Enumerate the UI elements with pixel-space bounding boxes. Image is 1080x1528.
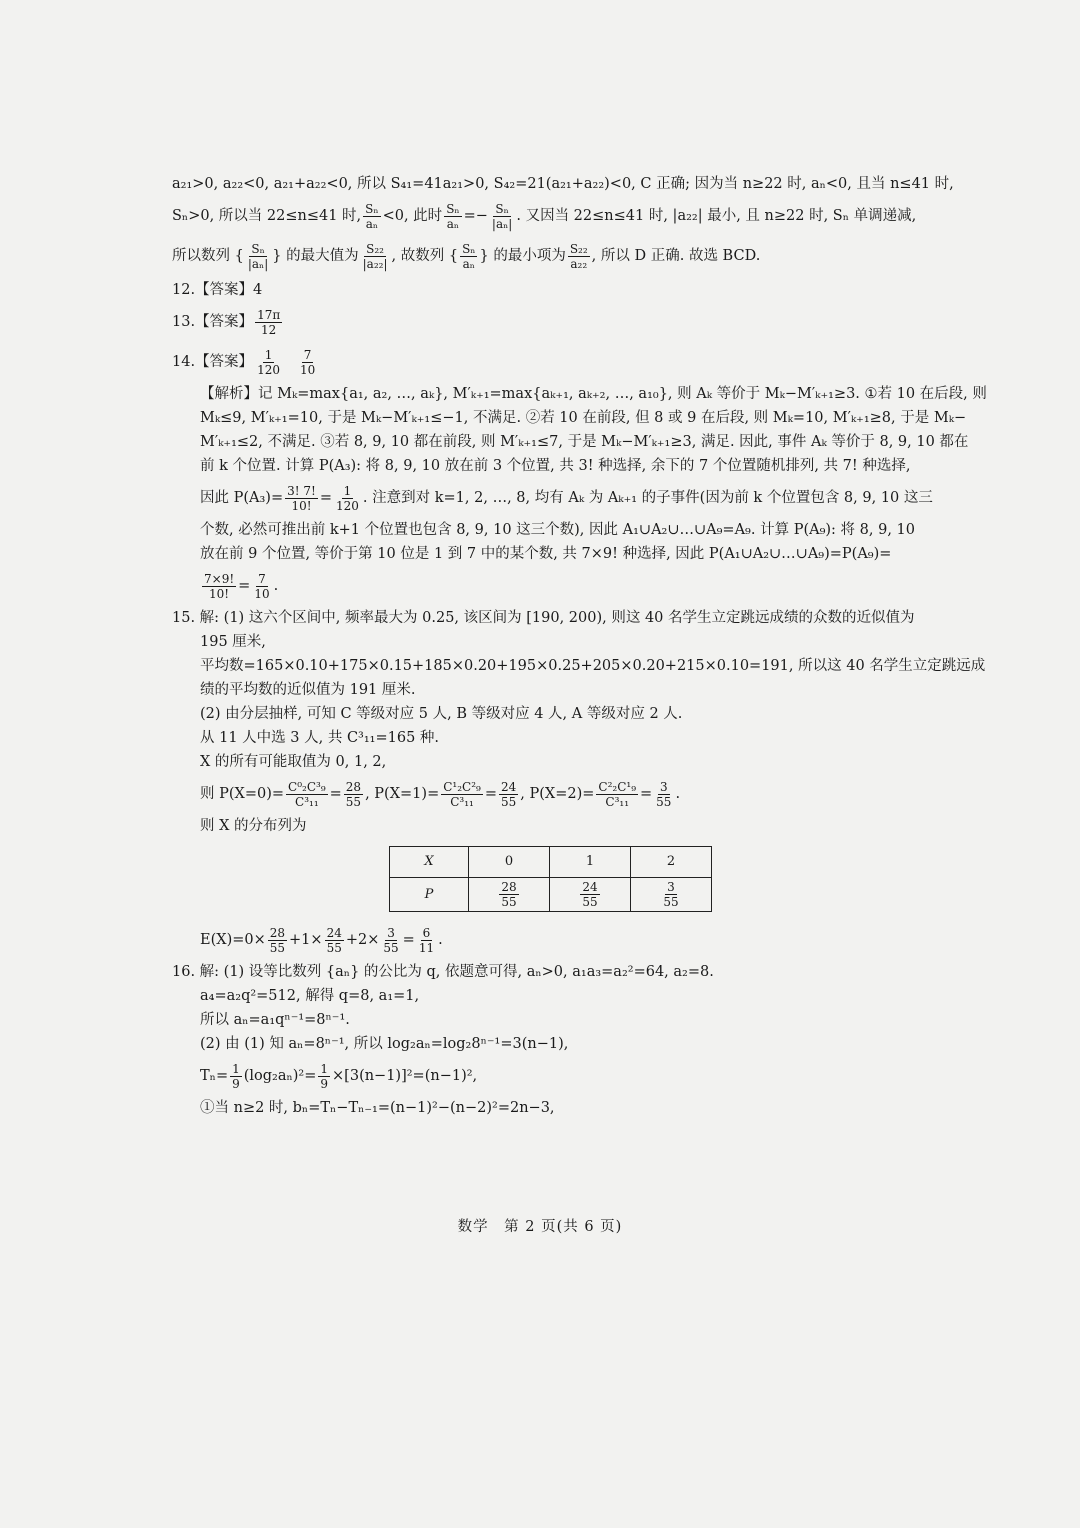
- text-span: =: [484, 786, 497, 802]
- fraction: [255, 308, 282, 337]
- text-line: 个数, 必然可推出前 k+1 个位置也包含 8, 9, 10 这三个数), 因此 A₁∪A₂∪…∪A₉=A₉. 计算 P(A₉): 将 8, 9, 10: [200, 522, 915, 538]
- numerator: 1: [264, 347, 273, 362]
- fraction: [286, 780, 328, 809]
- denominator: a₂₂: [570, 256, 588, 271]
- fraction: [255, 348, 282, 377]
- numerator: 28: [269, 925, 286, 940]
- distribution-table: [389, 846, 712, 912]
- table-cell: [550, 878, 631, 912]
- numerator: 1: [232, 1061, 240, 1076]
- fraction: [654, 780, 673, 809]
- numerator: 1: [343, 483, 352, 498]
- fraction: [268, 926, 287, 955]
- denominator: C³₁₁: [295, 794, 319, 809]
- answer-13: [172, 302, 907, 342]
- denominator: 120: [336, 498, 359, 513]
- denominator: |a₂₂|: [362, 256, 388, 271]
- fraction: [499, 880, 518, 909]
- text-line: 【解析】记 Mₖ=max{a₁, a₂, …, aₖ}, M′ₖ₊₁=max{aₖ₊₁, aₖ₊₂, …, a₁₀}, 则 Aₖ 等价于 Mₖ−M′ₖ₊₁≥3. ①若 10 在后段, 则: [200, 386, 987, 402]
- text-span: 所以数列 {: [172, 248, 244, 264]
- text-span: =: [319, 490, 333, 506]
- numerator: 6: [422, 925, 431, 940]
- numerator: 3! 7!: [287, 483, 316, 498]
- text-line: M′ₖ₊₁≤2, 不满足. ③若 8, 9, 10 都在前段, 则 M′ₖ₊₁≤7, 于是 Mₖ−M′ₖ₊₁≥3, 满足. 因此, 事件 Aₖ 等价于 8, 9, 10 都在: [200, 434, 969, 450]
- text-line: ①当 n≥2 时, bₙ=Tₙ−Tₙ₋₁=(n−1)²−(n−2)²=2n−3,: [200, 1100, 555, 1116]
- text-span: =: [329, 786, 342, 802]
- text-span: =: [402, 932, 415, 948]
- text-line: 则 X 的分布列为: [200, 818, 307, 834]
- denominator: |aₙ|: [247, 256, 269, 271]
- solution-15-title: 15. 解: (1) 这六个区间中, 频率最大为 0.25, 该区间为 [190, 200), 则这 40 名学生立定跳远成绩的众数的近似值为: [172, 610, 915, 626]
- denominator: C³₁₁: [450, 794, 474, 809]
- text-line: 从 11 人中选 3 人, 共 C³₁₁=165 种.: [200, 730, 440, 746]
- text-line: [200, 566, 907, 606]
- text-line: a₄=a₂q²=512, 解得 q=8, a₁=1,: [200, 988, 420, 1004]
- fraction: [441, 780, 483, 809]
- fraction: [230, 1062, 242, 1091]
- denominator: 9: [232, 1076, 240, 1091]
- denominator: 10!: [291, 498, 312, 513]
- fraction: [285, 484, 318, 513]
- denominator: 55: [582, 895, 598, 909]
- numerator: 24: [500, 779, 517, 794]
- fraction: [318, 1062, 330, 1091]
- solution-16: [172, 984, 907, 1120]
- denominator: C³₁₁: [605, 794, 630, 809]
- denominator: 55: [269, 940, 286, 955]
- text-line: 放在前 9 个位置, 等价于第 10 位是 1 到 7 中的某个数, 共 7×9! 种选择, 因此 P(A₁∪A₂∪…∪A₉)=P(A₉)=: [200, 546, 892, 562]
- numerator: 3: [659, 779, 668, 794]
- fraction: [417, 926, 436, 955]
- fraction: [361, 242, 390, 271]
- denominator: 55: [326, 940, 342, 955]
- denominator: 120: [257, 362, 280, 377]
- table-cell: [631, 878, 712, 912]
- numerator: 28: [345, 779, 362, 794]
- text-span: ×[3(n−1)]²=(n−1)²,: [332, 1068, 478, 1084]
- fraction: [444, 202, 461, 231]
- denominator: 11: [418, 940, 435, 955]
- text-span: (log₂aₙ)²=: [243, 1068, 317, 1084]
- numerator: 3: [667, 880, 675, 894]
- text-line: (2) 由分层抽样, 可知 C 等级对应 5 人, B 等级对应 4 人, A 等级对应 2 人.: [200, 706, 683, 722]
- denominator: 12: [261, 322, 277, 337]
- numerator: S₂₂: [366, 241, 384, 256]
- denominator: 55: [656, 794, 672, 809]
- numerator: 28: [501, 880, 517, 894]
- table-row: [390, 878, 712, 912]
- numerator: 17π: [257, 307, 281, 322]
- text-span: 因此 P(A₃)=: [200, 490, 284, 506]
- fraction: [246, 242, 270, 271]
- numerator: S₂₂: [569, 241, 588, 256]
- text-span: .: [675, 786, 681, 802]
- fraction: [363, 202, 380, 231]
- numerator: 24: [326, 925, 342, 940]
- text-span: . 又因当 22≤n≤41 时, |a₂₂| 最小, 且 n≥22 时, Sₙ 单调递减,: [516, 208, 917, 224]
- page-content: [172, 172, 987, 1120]
- numerator: Sₙ: [462, 241, 476, 256]
- numerator: 7×9!: [204, 571, 235, 586]
- numerator: Sₙ: [495, 201, 509, 216]
- table-row-label: P: [390, 878, 469, 912]
- table-row: [390, 847, 712, 878]
- text-span: Sₙ>0, 所以当 22≤n≤41 时,: [172, 208, 362, 224]
- text-span: , P(X=2)=: [520, 786, 595, 802]
- fraction: [252, 572, 271, 601]
- text-line: [200, 1056, 907, 1096]
- text-span: =: [238, 578, 251, 594]
- numerator: C¹₂C²₉: [443, 779, 481, 794]
- text-line: 前 k 个位置. 计算 P(A₃): 将 8, 9, 10 放在前 3 个位置, 共 3! 种选择, 余下的 7 个位置随机排列, 共 7! 种选择,: [200, 458, 911, 474]
- text-line: [172, 236, 907, 276]
- denominator: 55: [383, 940, 399, 955]
- denominator: 10: [254, 586, 270, 601]
- text-span: } 的最大值为: [272, 248, 359, 264]
- fraction: [596, 780, 638, 809]
- fraction: [580, 880, 599, 909]
- answer-14: [172, 342, 907, 382]
- text-line: [172, 196, 917, 236]
- solution-16-title: 16. 解: (1) 设等比数列 {aₙ} 的公比为 q, 依题意可得, aₙ>0, a₁a₃=a₂²=64, a₂=8.: [172, 964, 714, 980]
- numerator: 7: [258, 571, 266, 586]
- text-span: 14.【答案】: [172, 354, 254, 370]
- solution-15-expectation: [172, 920, 907, 960]
- text-line: 平均数=165×0.10+175×0.15+185×0.20+195×0.25+205×0.20+215×0.10=191, 所以这 40 名学生立定跳远成: [200, 658, 986, 674]
- numerator: C²₂C¹₉: [598, 779, 637, 794]
- text-span: .: [273, 578, 279, 594]
- denominator: 55: [663, 895, 679, 909]
- numerator: 3: [387, 925, 395, 940]
- solution-14: [172, 382, 987, 606]
- text-span: E(X)=0×: [200, 932, 266, 948]
- fraction: [490, 202, 514, 231]
- text-line: [200, 774, 907, 814]
- text-line: 195 厘米,: [200, 634, 266, 650]
- numerator: Sₙ: [251, 241, 265, 256]
- fraction: [202, 572, 236, 601]
- denominator: 10: [299, 362, 316, 377]
- text-span: Tₙ=: [200, 1068, 229, 1084]
- text-line: X 的所有可能取值为 0, 1, 2,: [200, 754, 387, 770]
- fraction: [325, 926, 344, 955]
- denominator: 55: [501, 895, 517, 909]
- page-footer: 数学 第 2 页(共 6 页): [457, 1219, 623, 1235]
- denominator: |aₙ|: [491, 216, 513, 231]
- denominator: 55: [345, 794, 362, 809]
- text-span: 则 P(X=0)=: [200, 786, 285, 802]
- text-line: [200, 920, 907, 960]
- denominator: aₙ: [446, 216, 460, 231]
- denominator: aₙ: [462, 256, 475, 271]
- text-span: , 故数列 {: [391, 248, 459, 264]
- text-span: 13.【答案】: [172, 314, 254, 330]
- numerator: Sₙ: [365, 201, 379, 216]
- text-line: 所以 aₙ=a₁qⁿ⁻¹=8ⁿ⁻¹.: [200, 1012, 350, 1028]
- numerator: 1: [320, 1061, 329, 1076]
- fraction: [381, 926, 400, 955]
- text-span: <0, 此时: [382, 208, 443, 224]
- denominator: aₙ: [365, 216, 379, 231]
- answer-12: 12.【答案】4: [172, 282, 263, 298]
- text-span: =: [640, 786, 653, 802]
- text-line: [200, 478, 933, 518]
- fraction: [344, 780, 363, 809]
- fraction: [460, 242, 477, 271]
- text-span: , 所以 D 正确. 故选 BCD.: [591, 248, 761, 264]
- text-span: .: [438, 932, 443, 948]
- text-span: , P(X=1)=: [365, 786, 440, 802]
- numerator: Sₙ: [446, 201, 460, 216]
- table-header-cell: 0: [469, 847, 550, 878]
- fraction: [334, 484, 361, 513]
- table-header-cell: 2: [631, 847, 712, 878]
- text-line: 绩的平均数的近似值为 191 厘米.: [200, 682, 416, 698]
- fraction: [661, 880, 680, 909]
- table-cell: [469, 878, 550, 912]
- denominator: 55: [500, 794, 517, 809]
- denominator: 10!: [209, 586, 230, 601]
- denominator: 9: [320, 1076, 329, 1091]
- fraction: [298, 348, 317, 377]
- text-span: +1×: [289, 932, 323, 948]
- numerator: 7: [303, 347, 312, 362]
- text-span: } 的最小项为: [479, 248, 566, 264]
- fraction: [568, 242, 590, 271]
- numerator: C⁰₂C³₉: [288, 779, 326, 794]
- text-line: a₂₁>0, a₂₂<0, a₂₁+a₂₂<0, 所以 S₄₁=41a₂₁>0, S₄₂=21(a₂₁+a₂₂)<0, C 正确; 因为当 n≥22 时, aₙ<0, 且当 n≤41 时,: [172, 176, 954, 192]
- text-line: (2) 由 (1) 知 aₙ=8ⁿ⁻¹, 所以 log₂aₙ=log₂8ⁿ⁻¹=3(n−1),: [200, 1036, 569, 1052]
- fraction: [499, 780, 518, 809]
- table-header-cell: 1: [550, 847, 631, 878]
- numerator: 24: [582, 880, 598, 894]
- text-span: . 注意到对 k=1, 2, …, 8, 均有 Aₖ 为 Aₖ₊₁ 的子事件(因为前 k 个位置包含 8, 9, 10 这三: [362, 490, 933, 506]
- table-header-cell: X: [390, 847, 469, 878]
- text-span: =−: [463, 208, 488, 224]
- text-span: +2×: [345, 932, 380, 948]
- text-line: Mₖ≤9, M′ₖ₊₁=10, 于是 Mₖ−M′ₖ₊₁≤−1, 不满足. ②若 10 在前段, 但 8 或 9 在后段, 则 Mₖ=10, M′ₖ₊₁≥8, 于是 Mₖ−: [200, 410, 967, 426]
- solution-15: [172, 630, 986, 838]
